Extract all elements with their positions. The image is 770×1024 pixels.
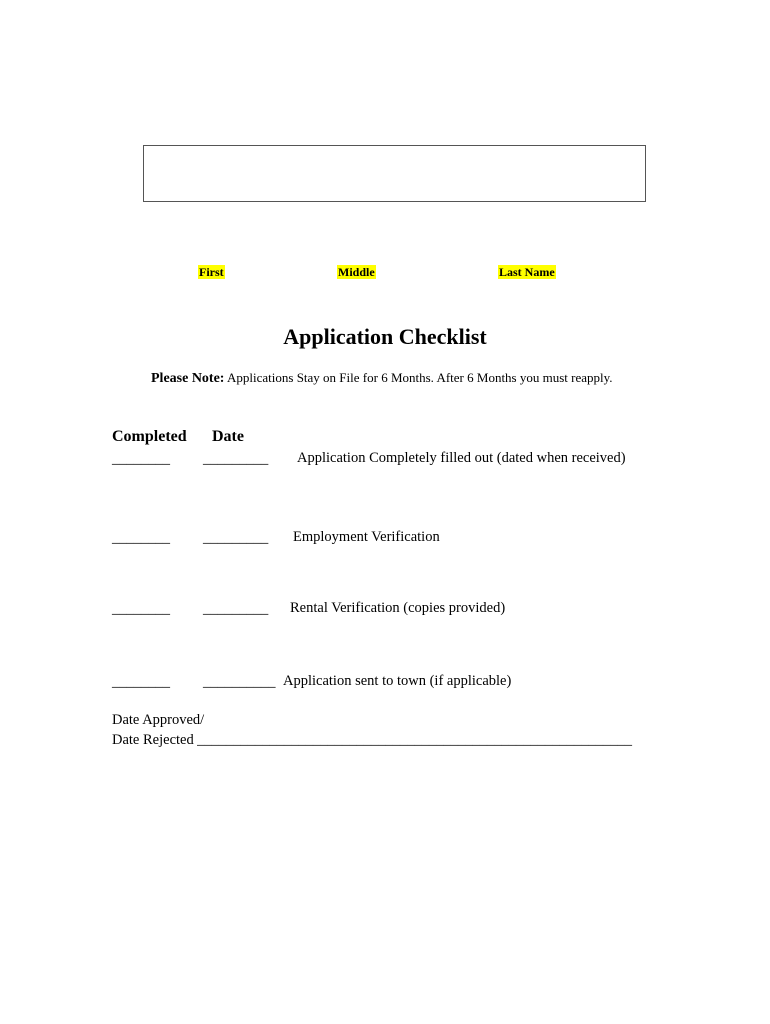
date-approved-rejected-blank[interactable]: ____________________________________________________________ xyxy=(197,732,632,748)
row-1-date-blank[interactable]: _________ xyxy=(203,451,269,467)
note-label: Please Note: xyxy=(151,371,225,386)
completed-column-header: Completed xyxy=(112,428,187,445)
date-approved-label: Date Approved/ xyxy=(112,712,205,728)
page-title: Application Checklist xyxy=(283,324,487,349)
row-3-completed-blank[interactable]: ________ xyxy=(112,601,170,617)
last-name-label: Last Name xyxy=(499,265,555,279)
note xyxy=(151,370,613,387)
row-2-date-blank[interactable]: _________ xyxy=(203,530,269,546)
name-input-box[interactable] xyxy=(143,145,646,202)
date-column-header: Date xyxy=(212,428,244,445)
row-3-date-blank[interactable]: _________ xyxy=(203,601,269,617)
row-3-label: Rental Verification (copies provided) xyxy=(290,600,506,616)
row-2-label: Employment Verification xyxy=(293,529,440,545)
row-2-completed-blank[interactable]: ________ xyxy=(112,530,170,546)
row-4-completed-blank[interactable]: ________ xyxy=(112,674,170,690)
row-1-completed-blank[interactable]: ________ xyxy=(112,451,170,467)
row-4-label: Application sent to town (if applicable) xyxy=(283,673,512,689)
first-name-label: First xyxy=(199,265,224,279)
date-rejected-label: Date Rejected xyxy=(112,732,194,748)
row-1-label: Application Completely filled out (dated when received) xyxy=(297,450,626,466)
middle-name-label: Middle xyxy=(338,265,375,279)
note-text: Applications Stay on File for 6 Months. After 6 Months you must reapply. xyxy=(227,370,613,385)
row-4-date-blank[interactable]: __________ xyxy=(203,674,276,690)
